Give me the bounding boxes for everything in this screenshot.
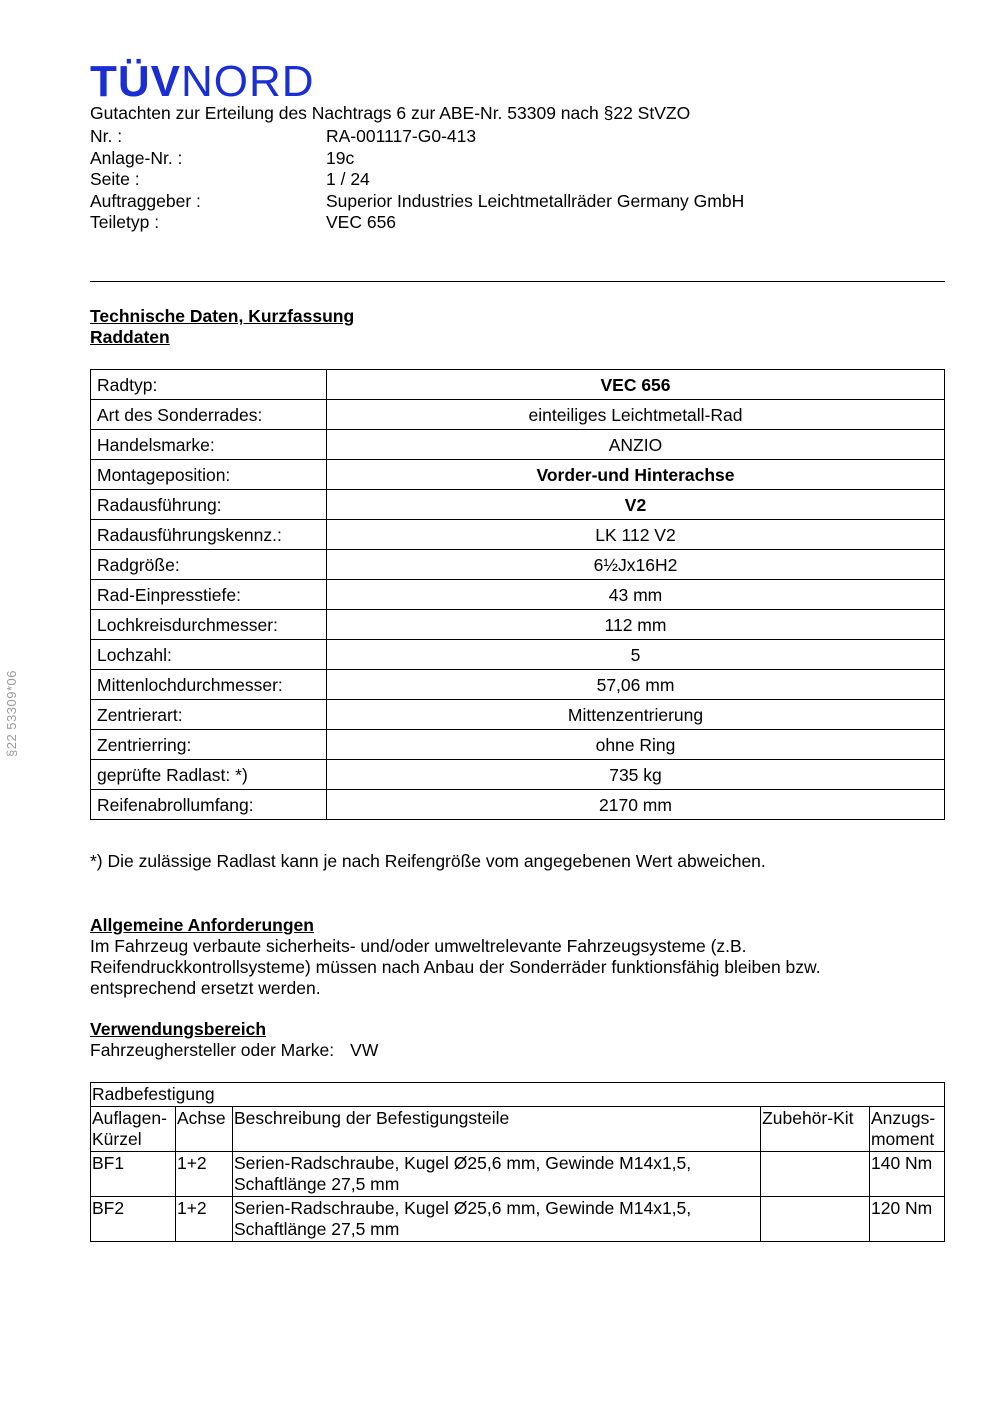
section-heading-technische-daten: Technische Daten, Kurzfassung bbox=[90, 306, 355, 326]
table-cell: 120 Nm bbox=[869, 1197, 944, 1242]
row-label: Lochzahl: bbox=[91, 640, 327, 670]
table-row bbox=[91, 580, 945, 610]
tuv-nord-logo bbox=[90, 57, 315, 106]
row-label: Radgröße: bbox=[91, 550, 327, 580]
row-value: 6½Jx16H2 bbox=[327, 550, 945, 580]
table-row bbox=[91, 640, 945, 670]
table-row bbox=[91, 430, 945, 460]
row-label: Zentrierring: bbox=[91, 730, 327, 760]
table-row bbox=[91, 670, 945, 700]
table-cell: BF1 bbox=[91, 1152, 176, 1197]
row-label: geprüfte Radlast: *) bbox=[91, 760, 327, 790]
side-reference: §22 53309*06 bbox=[4, 670, 19, 757]
row-value: VEC 656 bbox=[327, 370, 945, 400]
table-cell: Serien-Radschraube, Kugel Ø25,6 mm, Gewinde M14x1,5, Schaftlänge 27,5 mm bbox=[232, 1197, 760, 1242]
table-row bbox=[91, 550, 945, 580]
table-header-row bbox=[91, 1107, 945, 1152]
meta-value: VEC 656 bbox=[326, 212, 397, 232]
row-label: Montageposition: bbox=[91, 460, 327, 490]
verwendungsbereich-line bbox=[90, 1040, 378, 1061]
row-value: 43 mm bbox=[327, 580, 945, 610]
meta-row bbox=[90, 148, 790, 170]
hersteller-value: VW bbox=[350, 1040, 379, 1060]
logo-nord: NORD bbox=[181, 57, 315, 106]
table-cell: 1+2 bbox=[175, 1152, 232, 1197]
table-row bbox=[91, 490, 945, 520]
table-cell: 1+2 bbox=[175, 1197, 232, 1242]
section-subheading-raddaten: Raddaten bbox=[90, 327, 170, 347]
row-label: Reifenabrollumfang: bbox=[91, 790, 327, 820]
meta-label: Seite : bbox=[90, 169, 140, 189]
row-value: 112 mm bbox=[327, 610, 945, 640]
row-label: Mittenlochdurchmesser: bbox=[91, 670, 327, 700]
column-header: Beschreibung der Befestigungsteile bbox=[232, 1107, 760, 1152]
meta-row bbox=[90, 212, 790, 234]
row-label: Rad-Einpresstiefe: bbox=[91, 580, 327, 610]
radbefestigung-table bbox=[90, 1082, 945, 1242]
column-header: Auflagen-Kürzel bbox=[91, 1107, 176, 1152]
meta-label: Anlage-Nr. : bbox=[90, 147, 183, 168]
row-value: ohne Ring bbox=[327, 730, 945, 760]
header-divider bbox=[90, 281, 945, 282]
table-row bbox=[91, 400, 945, 430]
row-value: 57,06 mm bbox=[327, 670, 945, 700]
row-value: V2 bbox=[327, 490, 945, 520]
table-row bbox=[91, 460, 945, 490]
section-heading-verwendungsbereich: Verwendungsbereich bbox=[90, 1019, 267, 1039]
table-caption: Radbefestigung bbox=[91, 1083, 945, 1107]
table-row bbox=[91, 370, 945, 400]
table-row bbox=[91, 790, 945, 820]
row-value: Vorder-und Hinterachse bbox=[327, 460, 945, 490]
hersteller-label: Fahrzeughersteller oder Marke: bbox=[90, 1040, 335, 1060]
row-value: LK 112 V2 bbox=[327, 520, 945, 550]
meta-label: Teiletyp : bbox=[90, 212, 160, 232]
row-value: ANZIO bbox=[327, 430, 945, 460]
meta-value: RA-001117-G0-413 bbox=[326, 126, 477, 146]
table-cell: Serien-Radschraube, Kugel Ø25,6 mm, Gewinde M14x1,5, Schaftlänge 27,5 mm bbox=[232, 1152, 760, 1197]
document-meta bbox=[90, 126, 790, 234]
meta-label: Auftraggeber : bbox=[90, 190, 201, 211]
meta-row bbox=[90, 191, 790, 213]
meta-row bbox=[90, 169, 790, 191]
logo-tuv: TÜV bbox=[90, 57, 181, 106]
column-header: Zubehör-Kit bbox=[761, 1107, 870, 1152]
meta-value: Superior Industries Leichtmetallräder Germany GmbH bbox=[326, 190, 745, 211]
table-cell bbox=[761, 1152, 870, 1197]
meta-value: 19c bbox=[326, 147, 355, 168]
column-header: Anzugs-moment bbox=[869, 1107, 944, 1152]
section-heading-allgemeine-anforderungen: Allgemeine Anforderungen bbox=[90, 915, 314, 935]
row-label: Radtyp: bbox=[91, 370, 327, 400]
row-value: einteiliges Leichtmetall-Rad bbox=[327, 400, 945, 430]
raddaten-table bbox=[90, 369, 945, 820]
meta-value: 1 / 24 bbox=[326, 169, 370, 189]
row-label: Radausführung: bbox=[91, 490, 327, 520]
table-cell: 140 Nm bbox=[869, 1152, 944, 1197]
row-label: Art des Sonderrades: bbox=[91, 400, 327, 430]
row-label: Radausführungskennz.: bbox=[91, 520, 327, 550]
table-cell: BF2 bbox=[91, 1197, 176, 1242]
table-cell bbox=[761, 1197, 870, 1242]
row-label: Lochkreisdurchmesser: bbox=[91, 610, 327, 640]
row-value: Mittenzentrierung bbox=[327, 700, 945, 730]
row-label: Handelsmarke: bbox=[91, 430, 327, 460]
row-value: 735 kg bbox=[327, 760, 945, 790]
meta-row bbox=[90, 126, 790, 148]
table-row bbox=[91, 520, 945, 550]
table-row bbox=[91, 760, 945, 790]
table-row bbox=[91, 1152, 945, 1197]
column-header: Achse bbox=[175, 1107, 232, 1152]
table-row bbox=[91, 1197, 945, 1242]
table-caption-row bbox=[91, 1083, 945, 1107]
table-row bbox=[91, 730, 945, 760]
table-row bbox=[91, 610, 945, 640]
anforderungen-text: Im Fahrzeug verbaute sicherheits- und/oder umweltrelevante Fahrzeugsysteme (z.B. Reifendruckkontrollsysteme) müssen nach Anbau der Sonderräder funktionsfähig bleiben bzw. entsprechend ersetzt werden. bbox=[90, 936, 821, 998]
radlast-footnote: *) Die zulässige Radlast kann je nach Reifengröße vom angegebenen Wert abweichen. bbox=[90, 851, 766, 871]
row-value: 5 bbox=[327, 640, 945, 670]
row-value: 2170 mm bbox=[327, 790, 945, 820]
meta-label: Nr. : bbox=[90, 126, 123, 146]
row-label: Zentrierart: bbox=[91, 700, 327, 730]
table-row bbox=[91, 700, 945, 730]
document-title: Gutachten zur Erteilung des Nachtrags 6 zur ABE-Nr. 53309 nach §22 StVZO bbox=[90, 103, 691, 123]
